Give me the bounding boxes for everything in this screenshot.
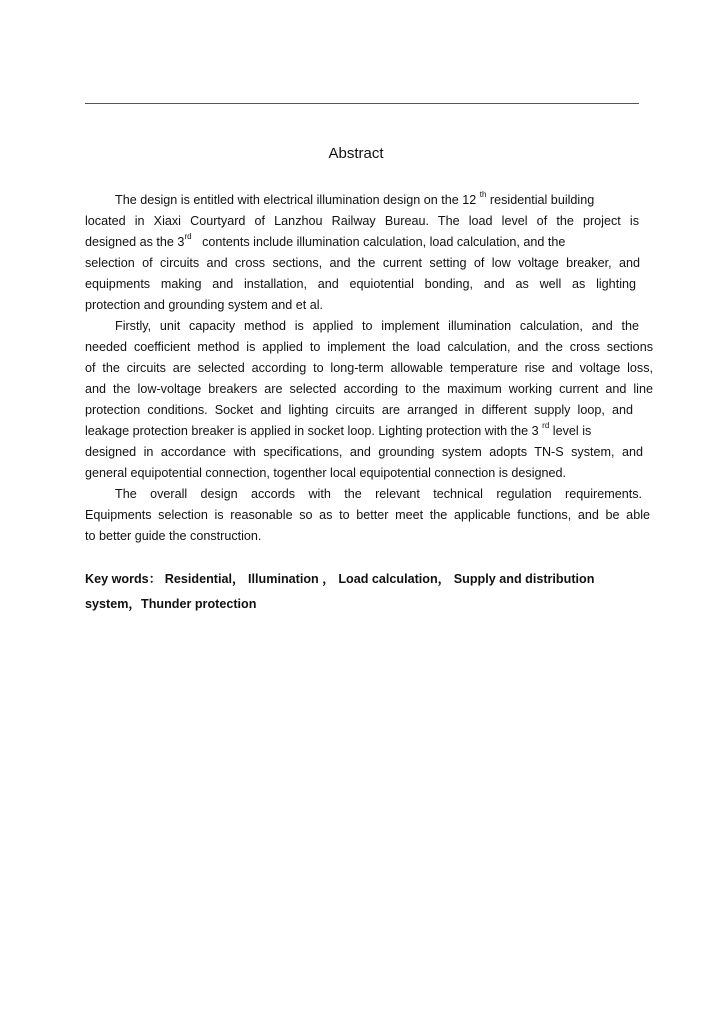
text-line: selection of circuits and cross sections, and the current setting of low voltage breaker, and <box>85 256 640 270</box>
text-line <box>85 423 653 441</box>
text-line <box>85 234 653 252</box>
text-segment: The design is entitled with electrical illumination design on the 12 <box>115 193 477 207</box>
text-line: and the low-voltage breakers are selected according to the maximum working current and line <box>85 382 653 396</box>
text-segment: contents include illumination calculation, load calculation, and the <box>202 235 566 249</box>
superscript: rd <box>542 421 550 430</box>
keywords-line: Key words： Residential， Illumination ， Load calculation， Supply and distribution <box>85 572 595 586</box>
text-line: needed coefficient method is applied to implement the load calculation, and the cross sections <box>85 340 653 354</box>
text-line: Equipments selection is reasonable so as to better meet the applicable functions, and be able <box>85 508 650 522</box>
text-line: of the circuits are selected according to long-term allowable temperature rise and voltage loss, <box>85 361 653 375</box>
text-line <box>115 192 645 210</box>
text-line: equipments making and installation, and equiotential bonding, and as well as lighting <box>85 277 636 291</box>
text-segment: level is <box>552 424 592 438</box>
text-line: Firstly, unit capacity method is applied to implement illumination calculation, and the <box>115 319 639 333</box>
text-line: located in Xiaxi Courtyard of Lanzhou Railway Bureau. The load level of the project is <box>85 214 639 228</box>
text-segment: leakage protection breaker is applied in socket loop. Lighting protection with the 3 <box>85 424 539 438</box>
abstract-title: Abstract <box>328 145 384 162</box>
text-line: protection and grounding system and et al. <box>85 298 324 312</box>
superscript: th <box>479 190 487 199</box>
text-line: to better guide the construction. <box>85 529 262 543</box>
text-segment: residential building <box>489 193 595 207</box>
text-line: The overall design accords with the relevant technical regulation requirements. <box>115 487 642 501</box>
text-line: designed in accordance with specifications, and grounding system adopts TN-S system, and <box>85 445 643 459</box>
text-segment: designed as the 3 <box>85 235 185 249</box>
text-line: protection conditions. Socket and lighting circuits are arranged in different supply loop, and <box>85 403 633 417</box>
text-line: general equipotential connection, togenther local equipotential connection is designed. <box>85 466 567 480</box>
keywords-line: system，Thunder protection <box>85 597 257 611</box>
header-rule <box>85 103 639 104</box>
superscript: rd <box>184 232 192 241</box>
